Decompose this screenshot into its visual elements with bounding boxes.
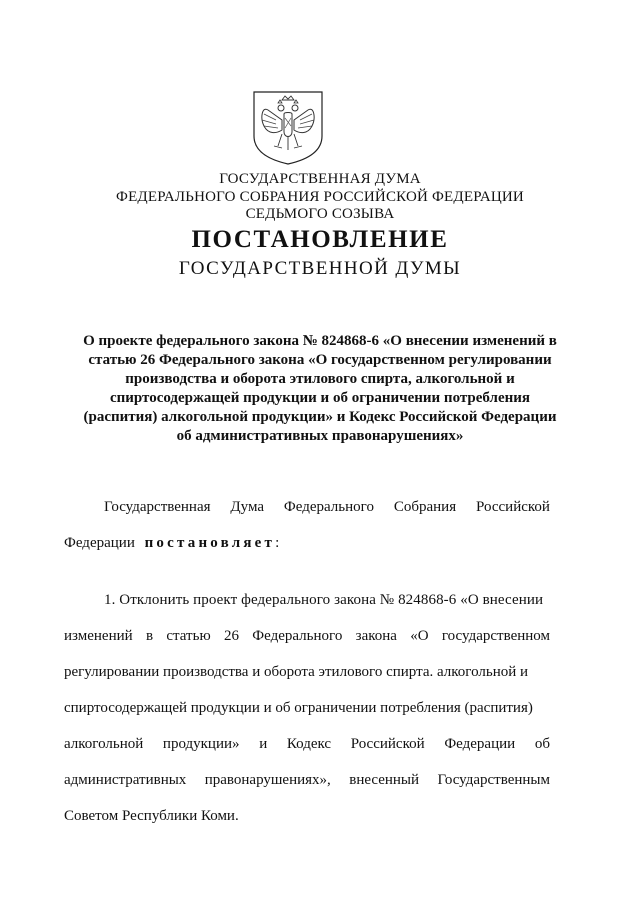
title-line: (распития) алкогольной продукции» и Кодекс Российской Федерации [83, 409, 557, 425]
preamble-word: Дума [230, 499, 265, 515]
item1-word: административных [64, 772, 187, 788]
document-type-heading: ПОСТАНОВЛЕНИЕ [191, 226, 449, 253]
item1-word: продукции» [162, 736, 240, 752]
item1-word: «О [410, 628, 429, 644]
item1-line1: 1. Отклонить проект федерального закона № 824868-6 «О внесении [104, 592, 544, 608]
item1-line5 [64, 736, 550, 753]
preamble-word: Государственная [104, 499, 211, 515]
item1-word: и [259, 736, 268, 752]
org-name-line2: ФЕДЕРАЛЬНОГО СОБРАНИЯ РОССИЙСКОЙ ФЕДЕРАЦИИ [116, 189, 524, 205]
coat-of-arms-emblem [248, 90, 328, 166]
title-line: спиртосодержащей продукции и об ограничении потребления [109, 390, 531, 406]
preamble-line1 [104, 499, 550, 516]
item1-line3: регулировании производства и оборота этилового спирта. алкогольной и [64, 664, 529, 680]
item1-word: об [534, 736, 550, 752]
item1-word: правонарушениях», [204, 772, 331, 788]
item1-word: алкогольной [64, 736, 144, 752]
item1-line6 [64, 772, 550, 789]
preamble-colon: : [275, 535, 280, 551]
item1-word: Государственным [437, 772, 550, 788]
title-line: об административных правонарушениях» [176, 428, 464, 444]
preamble-word: Российской [476, 499, 550, 515]
item1-line7: Советом Республики Коми. [64, 808, 239, 824]
item1-word: внесенный [349, 772, 420, 788]
document-subtype-heading: ГОСУДАРСТВЕННОЙ ДУМЫ [178, 258, 462, 279]
item1-word: государственном [441, 628, 550, 644]
resolution-title [70, 332, 570, 446]
title-line: О проекте федерального закона № 824868-6 «О внесении изменений в [83, 333, 557, 349]
item1-word: статью [166, 628, 211, 644]
preamble-text: Федерации [64, 535, 135, 551]
item1-line2 [64, 628, 550, 645]
item1-word: в [145, 628, 154, 644]
item1-word: закона [355, 628, 397, 644]
item1-line4: спиртосодержащей продукции и об ограничении потребления (распития) [64, 700, 533, 716]
item1-word: Российской [350, 736, 425, 752]
preamble-word: Федерального [283, 499, 374, 515]
operative-word: постановляет [144, 535, 276, 551]
item1-word: изменений [64, 628, 133, 644]
convocation-line: СЕДЬМОГО СОЗЫВА [245, 206, 395, 222]
item1-word: Федерации [444, 736, 516, 752]
item1-word: Федерального [252, 628, 343, 644]
title-line: производства и оборота этилового спирта, алкогольной и [125, 371, 515, 387]
item1-word: Кодекс [286, 736, 332, 752]
preamble-word: Собрания [393, 499, 457, 515]
org-name-line1: ГОСУДАРСТВЕННАЯ ДУМА [219, 171, 421, 187]
title-line: статью 26 Федерального закона «О государственном регулировании [88, 352, 552, 368]
item1-word: 26 [223, 628, 239, 644]
preamble-line2 [64, 535, 279, 552]
